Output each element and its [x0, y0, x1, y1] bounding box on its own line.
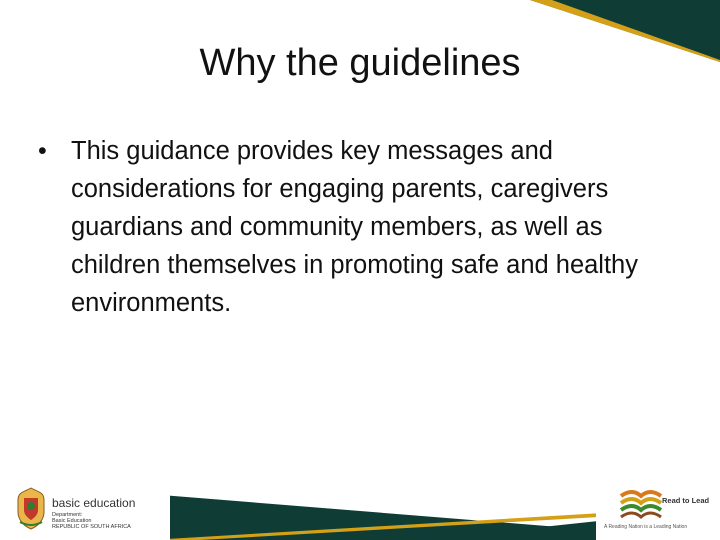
- read-to-lead-text: Read to Lead: [662, 496, 710, 505]
- bullet-list: [36, 132, 656, 322]
- slide-title: Why the guidelines: [199, 42, 521, 84]
- department-label: Department:: [52, 512, 83, 518]
- bullet-item: [36, 132, 656, 322]
- brand-name: basic education: [52, 496, 136, 510]
- department-name: Basic Education: [52, 518, 92, 524]
- bullet-text: This guidance provides key messages and considerations for engaging parents, caregivers guardians and community members, as well as children themselves in promoting safe and healthy environments.: [71, 137, 638, 317]
- bullet-dot-icon: •: [38, 137, 47, 165]
- book-icon: [618, 486, 664, 520]
- read-to-lead-slogan: A Reading Nation is a Leading Nation: [604, 524, 688, 530]
- coat-of-arms-icon: [14, 486, 48, 530]
- read-to-lead-logo: [600, 480, 718, 538]
- basic-education-logo: [8, 484, 168, 534]
- country-name: REPUBLIC OF SOUTH AFRICA: [52, 524, 131, 530]
